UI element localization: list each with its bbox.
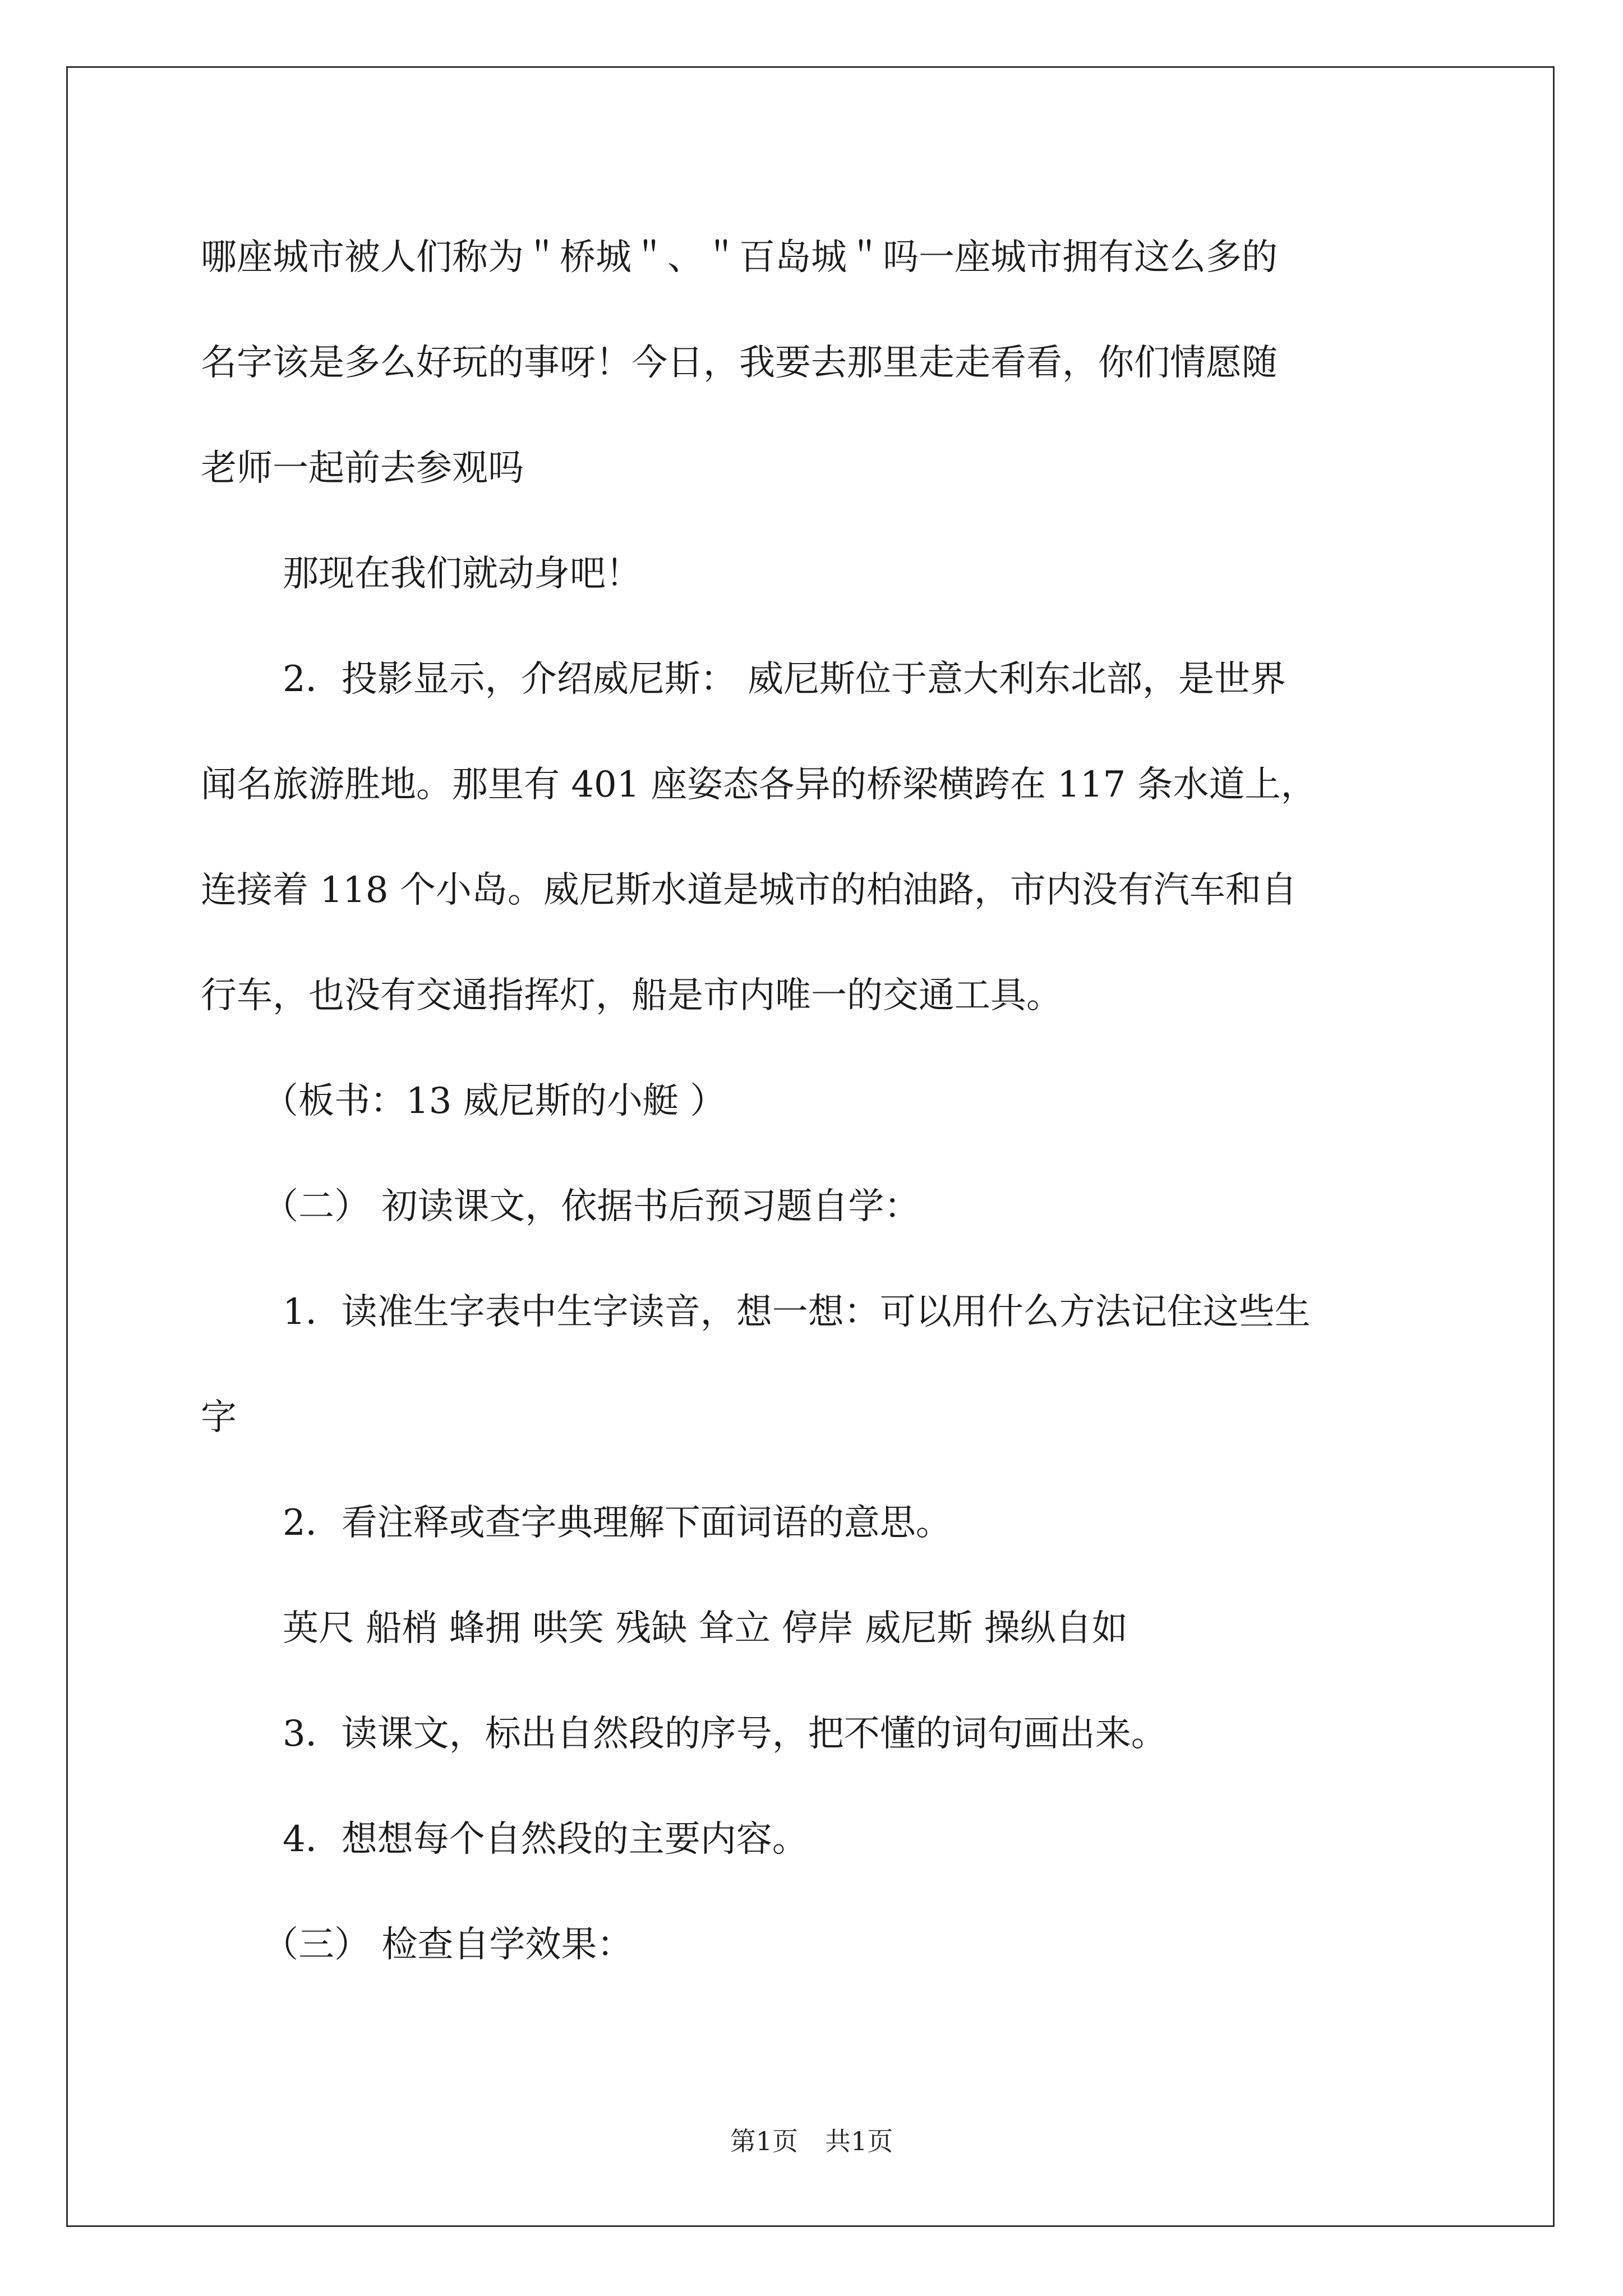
- text-line: 连接着 118 个小岛。威尼斯水道是城市的柏油路，市内没有汽车和自: [201, 869, 1297, 911]
- text-line: 4．想想每个自然段的主要内容。: [283, 1819, 808, 1860]
- vocabulary-line: 英尺 船梢 蜂拥 哄笑 残缺 耸立 停岸 威尼斯 操纵自如: [283, 1608, 1128, 1649]
- text-line: 行车，也没有交通指挥灯，船是市内唯一的交通工具。: [201, 975, 1062, 1016]
- text-line: 3．读课文，标出自然段的序号，把不懂的词句画出来。: [283, 1713, 1167, 1755]
- text-line: 2．投影显示，介绍威尼斯： 威尼斯位于意大利东北部，是世界: [283, 659, 1287, 700]
- text-line: 那现在我们就动身吧！: [283, 553, 642, 595]
- page-footer: [0, 2124, 1623, 2158]
- text-line: （二） 初读课文，依据书后预习题自学：: [262, 1186, 920, 1227]
- page-number-total: 共1页: [825, 2126, 893, 2156]
- page-number-current: 第1页: [730, 2126, 798, 2156]
- text-line: 哪座城市被人们称为＂桥城＂、＂百岛城＂吗一座城市拥有这么多的: [201, 237, 1278, 278]
- text-line: 2．看注释或查字典理解下面词语的意思。: [283, 1502, 952, 1544]
- text-line: 名字该是多么好玩的事呀！今日，我要去那里走走看看，你们情愿随: [201, 342, 1278, 384]
- text-line: 闻名旅游胜地。那里有 401 座姿态各异的桥梁横跨在 117 条水道上，: [201, 764, 1317, 806]
- text-line: 1．读准生字表中生字读音，想一想：可以用什么方法记住这些生: [283, 1291, 1311, 1333]
- text-line: 老师一起前去参观吗: [201, 448, 524, 489]
- text-line: 字: [201, 1397, 237, 1438]
- text-line: （三） 检查自学效果：: [262, 1924, 633, 1966]
- document-body: [201, 205, 1429, 1998]
- text-line: （板书：13 威尼斯的小艇 ）: [262, 1080, 726, 1122]
